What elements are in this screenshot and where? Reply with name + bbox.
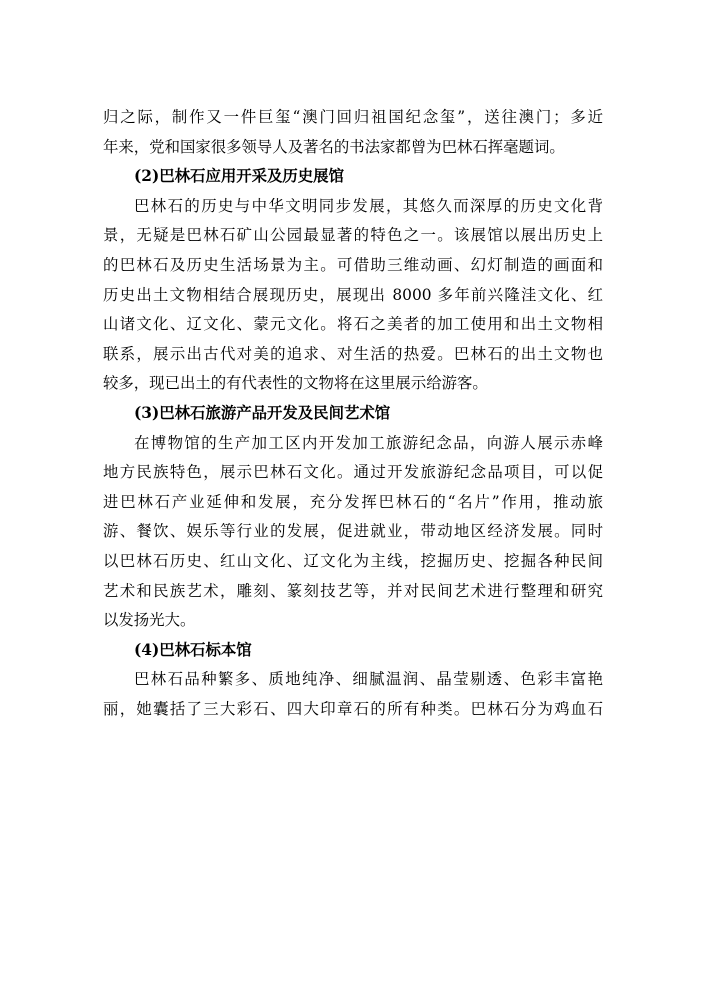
section-heading: (4)巴林石标本馆 — [134, 640, 252, 659]
paragraph-line: 艺术和民族艺术，雕刻、篆刻技艺等，并对民间艺术进行整理和研究 — [103, 581, 603, 600]
paragraph-line: 历史出土文物相结合展现历史，展现出 8000 多年前兴隆洼文化、红 — [103, 285, 603, 304]
section-heading: (2)巴林石应用开采及历史展馆 — [134, 167, 344, 186]
paragraph-line: 景，无疑是巴林石矿山公园最显著的特色之一。该展馆以展出历史上 — [103, 226, 603, 245]
paragraph-line: 以巴林石历史、红山文化、辽文化为主线，挖掘历史、挖掘各种民间 — [103, 551, 603, 570]
paragraph-line: 游、餐饮、娱乐等行业的发展，促进就业，带动地区经济发展。同时 — [103, 522, 603, 541]
paragraph-line: 在博物馆的生产加工区内开发加工旅游纪念品，向游人展示赤峰 — [134, 433, 603, 452]
paragraph-line: 丽，她囊括了三大彩石、四大印章石的所有种类。巴林石分为鸡血石 — [103, 699, 603, 718]
paragraph-line: 年来，党和国家很多领导人及著名的书法家都曾为巴林石挥毫题词。 — [103, 137, 565, 156]
paragraph-line: 的巴林石及历史生活场景为主。可借助三维动画、幻灯制造的画面和 — [103, 255, 603, 274]
paragraph-line: 以发扬光大。 — [103, 611, 196, 630]
section-heading: (3)巴林石旅游产品开发及民间艺术馆 — [134, 403, 391, 422]
paragraph-line: 进巴林石产业延伸和发展，充分发挥巴林石的“名片”作用，推动旅 — [103, 492, 603, 511]
paragraph-line: 归之际，制作又一件巨玺“澳门回归祖国纪念玺”，送往澳门；多近 — [103, 108, 603, 126]
paragraph-line: 较多，现已出土的有代表性的文物将在这里展示给游客。 — [103, 374, 488, 393]
paragraph-line: 地方民族特色，展示巴林石文化。通过开发旅游纪念品项目，可以促 — [103, 463, 603, 482]
document-body — [103, 103, 603, 724]
paragraph-line: 巴林石的历史与中华文明同步发展，其悠久而深厚的历史文化背 — [134, 196, 603, 215]
paragraph-line: 巴林石品种繁多、质地纯净、细腻温润、晶莹剔透、色彩丰富艳 — [134, 670, 603, 689]
paragraph-line: 联系，展示出古代对美的追求、对生活的热爱。巴林石的出土文物也 — [103, 344, 603, 363]
paragraph-line: 山诸文化、辽文化、蒙元文化。将石之美者的加工使用和出土文物相 — [103, 315, 603, 334]
